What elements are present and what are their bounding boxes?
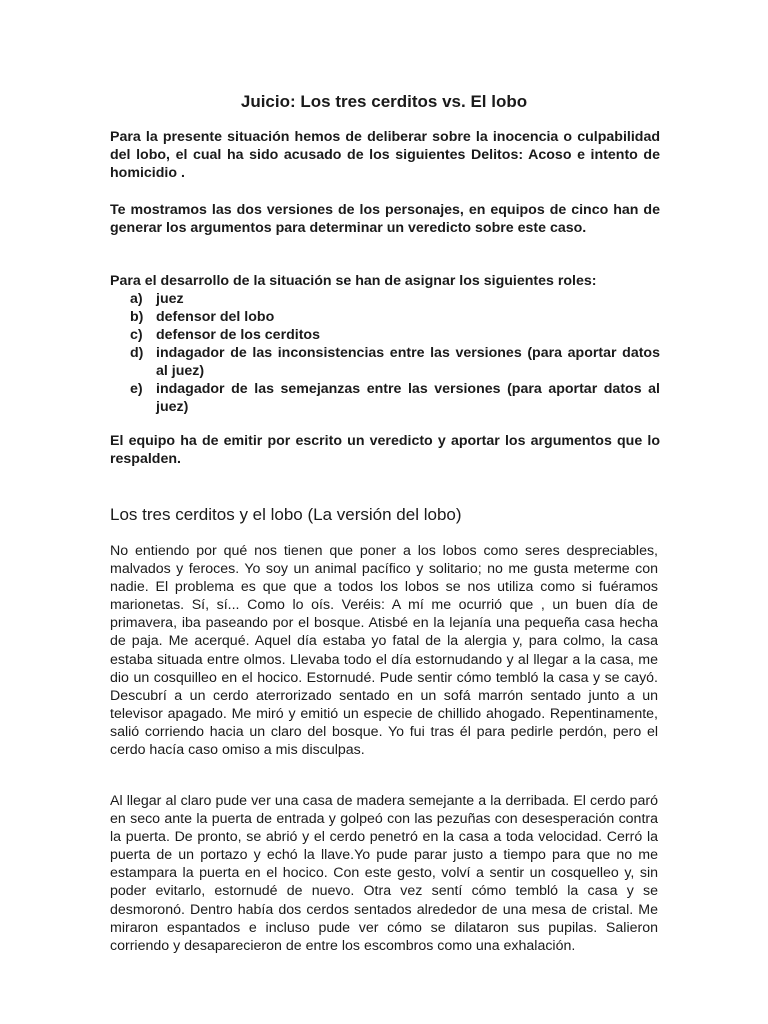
document-title: Juicio: Los tres cerditos vs. El lobo (240, 92, 528, 111)
section-heading: Los tres cerditos y el lobo (La versión del lobo) (110, 505, 462, 524)
intro-paragraph: Para la presente situación hemos de deliberar sobre la inocencia o culpabilidad del lobo, el cual ha sido acusado de los siguientes Delitos: Acoso e intento de homicidio . (110, 129, 660, 181)
role-text: defensor de los cerditos (156, 327, 320, 343)
role-marker: c) (130, 327, 143, 343)
story-paragraph-2: Al llegar al claro pude ver una casa de madera semejante a la derribada. El cerdo paró en seco ante la puerta de entrada y golpeó con las pezuñas con desesperación contra la puerta. De pronto, se abrió y el cerdo penetró en la casa a toda velocidad. Cerró la puerta de un portazo y echó la llave.Yo pude parar justo a tiempo para que no me estampara la puerta en el hocico. Con este gesto, volví a sentir un cosquelleo y, sin poder evitarlo, estornudé de nuevo. Otra vez sentí cómo tembló la casa y se desmoronó. Dentro había dos cerdos sentados alrededor de una mesa de cristal. Me miraron espantados e incluso pude ver cómo se dilataron sus pupilas. Salieron corriendo y desaparecieron de entre los escombros como una exhalación. (110, 793, 658, 954)
versions-paragraph: Te mostramos las dos versiones de los personajes, en equipos de cinco han de generar los argumentos para determinar un veredicto sobre este caso. (110, 202, 660, 236)
role-text: indagador de las inconsistencias entre las versiones (para aportar datos al juez) (156, 345, 660, 379)
role-text: juez (156, 291, 184, 307)
role-item (110, 344, 660, 380)
role-text: defensor del lobo (156, 309, 275, 325)
role-item (110, 308, 660, 326)
role-item (110, 326, 660, 344)
role-marker: a) (130, 291, 143, 307)
role-marker: b) (130, 309, 144, 325)
roles-intro: Para el desarrollo de la situación se han de asignar los siguientes roles: (110, 273, 597, 289)
role-item (110, 380, 660, 416)
role-marker: d) (130, 345, 144, 361)
roles-list (110, 290, 660, 416)
story-paragraph-1: No entiendo por qué nos tienen que poner a los lobos como seres despreciables, malvados y feroces. Yo soy un animal pacífico y solitario; no me gusta meterme con nadie. El problema es que que a todos los lobos se nos utiliza como si fuéramos marionetas. Sí, sí... Como lo oís. Veréis: A mí me ocurrió que , un buen día de primavera, iba paseando por el bosque. Atisbé en la lejanía una pequeña casa hecha de paja. Me acerqué. Aquel día estaba yo fatal de la alergia y, para colmo, la casa estaba situada entre olmos. Llevaba todo el día estornudando y al llegar a la casa, me dio un cosquilleo en el hocico. Estornudé. Pude sentir cómo tembló la casa y se cayó. Descubrí a un cerdo aterrorizado sentado en un sofá marrón sentado junto a un televisor apagado. Me miró y emitió un especie de chillido ahogado. Repentinamente, salió corriendo hacia un claro del bosque. Yo fui tras él para pedirle perdón, pero el cerdo hacía caso omiso a mis disculpas. (110, 543, 658, 759)
role-item (110, 290, 660, 308)
role-marker: e) (130, 381, 143, 397)
role-text: indagador de las semejanzas entre las versiones (para aportar datos al juez) (156, 381, 660, 415)
verdict-paragraph: El equipo ha de emitir por escrito un veredicto y aportar los argumentos que lo respalden. (110, 433, 660, 467)
